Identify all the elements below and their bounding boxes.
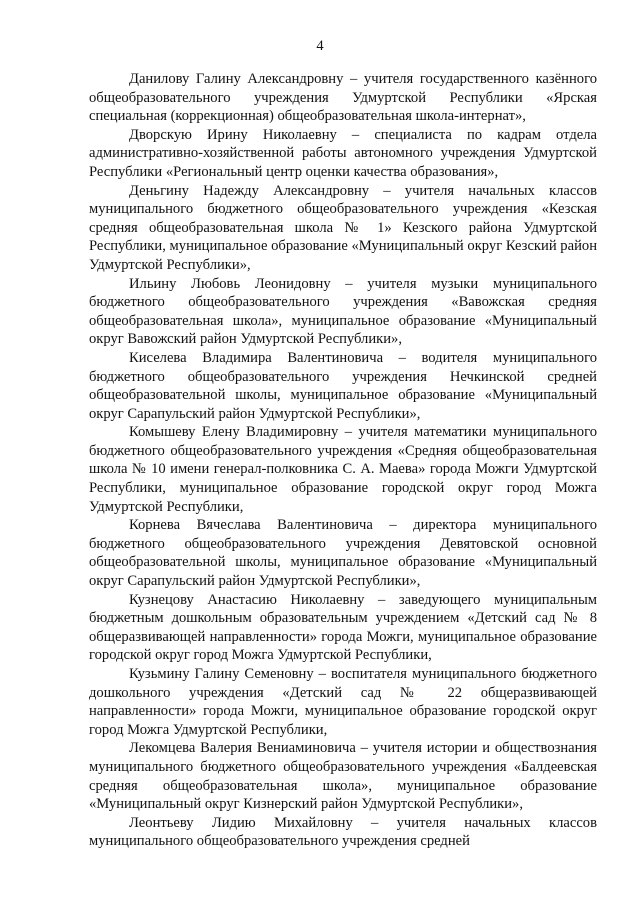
page-number: 4 [316, 38, 324, 54]
paragraph: Лекомцева Валерия Вениаминовича – учителя истории и обществознания муниципального бюджетного общеобразовательного учреждения «Балдеевская средняя общеобразовательная школа», муниципальное образование «Муниципальный округ Кизнерский район Удмуртской Республики», [89, 740, 597, 813]
document-body [89, 70, 597, 851]
paragraph: Данилову Галину Александровну – учителя государственного казённого общеобразовательного учреждения Удмуртской Республики «Ярская специальная (коррекционная) общеобразовательная школа-интернат», [89, 71, 597, 125]
paragraph: Комышеву Елену Владимировну – учителя математики муниципального бюджетного общеобразовательного учреждения «Средняя общеобразовательная школа № 10 имени генерал-полковника С. А. Маева» города Можги Удмуртской Республики, муниципальное образование городской округ город Можга Удмуртской Республики, [89, 424, 597, 515]
paragraph: Кузнецову Анастасию Николаевну – заведующего муниципальным бюджетным дошкольным образовательным учреждением «Детский сад № 8 общеразвивающей направленности» города Можги, муниципальное образование городской округ город Можга Удмуртской Республики, [89, 591, 597, 664]
paragraph: Кузьмину Галину Семеновну – воспитателя муниципального бюджетного дошкольного учреждения «Детский сад № 22 общеразвивающей направленности» города Можги, муниципальное образование городской округ город Можга Удмуртской Республики, [89, 666, 597, 738]
paragraph: Деньгину Надежду Александровну – учителя начальных классов муниципального бюджетного общеобразовательного учреждения «Кезская средняя общеобразовательная школа № 1» Кезского района Удмуртской Республики, муниципальное образование «Муниципальный округ Кезский район Удмуртской Республики», [89, 182, 597, 273]
paragraph: Корнева Вячеслава Валентиновича – директора муниципального бюджетного общеобразовательного учреждения Девятовской основной общеобразовательной школы, муниципальное образование «Муниципальный округ Сарапульский район Удмуртской Республики», [89, 517, 597, 590]
paragraph: Леонтьеву Лидию Михайловну – учителя начальных классов муниципального общеобразовательного учреждения средней [89, 814, 597, 850]
paragraph: Киселева Владимира Валентиновича – водителя муниципального бюджетного общеобразовательного учреждения Нечкинской средней общеобразовательной школы, муниципальное образование «Муниципальный округ Сарапульский район Удмуртской Республики», [89, 349, 597, 422]
paragraph: Дворскую Ирину Николаевну – специалиста по кадрам отдела административно-хозяйственной работы автономного учреждения Удмуртской Республики «Региональный центр оценки качества образования», [89, 126, 597, 180]
paragraph: Ильину Любовь Леонидовну – учителя музыки муниципального бюджетного общеобразовательного учреждения «Вавожская средняя общеобразовательная школа», муниципальное образование «Муниципальный округ Вавожский район Удмуртской Республики», [89, 275, 597, 348]
